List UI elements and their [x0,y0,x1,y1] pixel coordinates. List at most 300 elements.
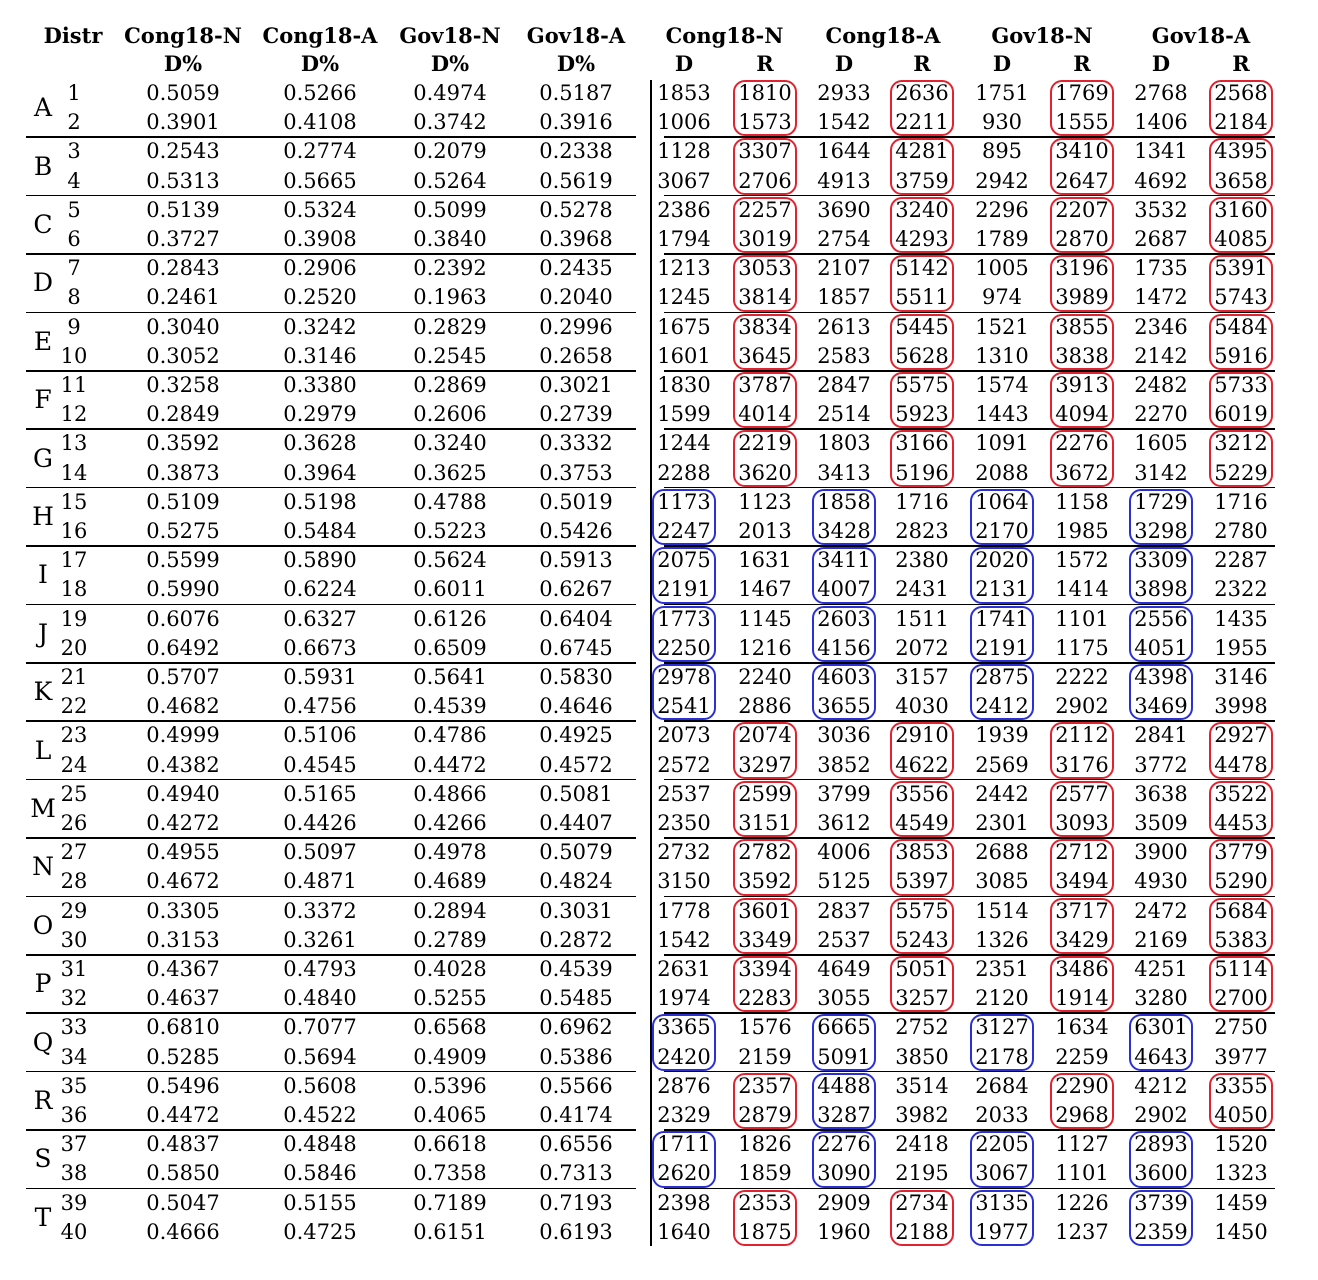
d-votes: 1599 [657,402,711,427]
dpct-value: 0.3040 [146,314,220,339]
district-number: 6 [67,227,81,251]
r-winner-box [733,1073,797,1129]
r-votes: 5397 [895,869,949,894]
r-votes: 3160 [1214,197,1268,222]
d-votes: 3799 [817,781,871,806]
dpct-value: 0.4725 [283,1219,357,1244]
d-votes: 4649 [817,957,871,981]
r-votes: 3645 [738,343,792,368]
d-votes: 4643 [1134,1044,1188,1069]
r-votes: 2184 [1214,110,1268,135]
d-votes: 3142 [1134,460,1188,485]
r-winner-box [1050,839,1114,895]
dpct-value: 0.5830 [539,665,613,689]
r-winner-box [890,372,954,428]
d-winner-box [970,664,1034,720]
r-votes: 3196 [1055,256,1109,281]
dpct-value: 0.2338 [539,139,613,164]
r-winner-box [890,898,954,954]
d-votes: 1005 [975,256,1029,281]
r-votes: 1555 [1055,110,1109,135]
district-number: 15 [60,489,88,514]
d-winner-box [1129,1190,1193,1246]
d-votes: 1640 [657,1219,711,1244]
r-votes: 3297 [738,752,792,777]
district-letter: L [34,735,52,765]
dpct-value: 0.5913 [539,548,613,573]
dpct-value: 0.5665 [283,168,357,193]
d-votes: 3150 [657,869,711,894]
district-number: 23 [60,723,88,748]
r-winner-box [890,1190,954,1246]
dpct-value: 0.5694 [283,1044,357,1069]
r-winner-box [1050,255,1114,311]
d-votes: 1542 [817,110,871,135]
r-winner-box [733,781,797,837]
district-letter: E [33,326,53,356]
d-votes: 2541 [657,694,711,719]
d-votes: 1574 [975,373,1029,397]
dpct-value: 0.5019 [539,489,613,514]
r-votes: 2780 [1214,519,1268,543]
d-winner-box [1129,1131,1193,1187]
d-votes: 2107 [817,256,871,281]
d-votes: 1244 [657,431,711,456]
d-votes: 3298 [1134,519,1188,543]
d-votes: 3090 [817,1161,871,1186]
r-winner-box [1209,197,1273,253]
d-votes: 2514 [817,402,871,427]
d-votes: 3085 [975,869,1029,894]
d-votes: 4212 [1134,1073,1188,1098]
r-votes: 2195 [895,1161,949,1186]
r-winner-box [733,197,797,253]
d-votes: 2837 [817,898,871,923]
r-winner-box [733,956,797,1012]
district-number: 33 [60,1015,88,1040]
dpct-value: 0.6492 [146,635,220,660]
r-winner-box [733,722,797,778]
d-winner-box [970,606,1034,662]
r-votes: 3814 [738,285,792,310]
d-votes: 1245 [657,285,711,310]
r-votes: 2782 [738,840,792,865]
district-number: 13 [60,431,88,456]
r-votes: 2902 [1055,694,1109,719]
district-number: 5 [67,197,81,222]
d-votes: 1472 [1134,285,1188,310]
d-winner-box [652,547,716,603]
vote-group-header: Cong18-A [825,23,941,48]
dpct-value: 0.6151 [413,1219,487,1244]
d-votes: 1711 [657,1132,711,1157]
dpct-value: 0.4367 [146,957,220,981]
dpct-value: 0.2392 [413,256,487,281]
r-winner-box [890,430,954,486]
dpct-value: 0.5850 [146,1161,220,1186]
r-votes: 1216 [738,635,792,660]
dpct-value: 0.5641 [413,665,487,689]
r-votes: 3240 [895,197,949,222]
r-votes: 1123 [738,489,792,514]
dpct-value: 0.5081 [539,781,613,806]
d-votes: 4156 [817,635,871,660]
d-votes: 2270 [1134,402,1188,427]
dpct-header: D% [300,51,340,76]
dpct-value: 0.4108 [283,110,357,135]
r-votes: 3146 [1214,665,1268,689]
distr-header: Distr [43,23,103,48]
district-number: 21 [60,665,88,689]
dpct-value: 0.6126 [413,606,487,631]
r-votes: 3410 [1055,139,1109,164]
r-votes: 2257 [738,197,792,222]
dpct-value: 0.2520 [283,285,357,310]
dpct-value: 0.2979 [283,402,357,427]
r-winner-box [1050,1073,1114,1129]
dpct-value: 0.6193 [539,1219,613,1244]
dpct-value: 0.4925 [539,723,613,748]
district-letter: K [33,677,53,707]
r-winner-box [1209,372,1273,428]
d-votes: 1675 [657,314,711,339]
r-votes: 2418 [895,1132,949,1157]
d-winner-box [970,1190,1034,1246]
dpct-value: 0.4974 [413,81,487,105]
r-votes: 1826 [738,1132,792,1157]
d-votes: 2033 [975,1103,1029,1127]
district-number: 1 [67,81,81,105]
r-votes: 4453 [1214,811,1268,835]
d-votes: 3532 [1134,197,1188,222]
district-number: 9 [67,314,81,339]
d-votes: 2732 [657,840,711,865]
r-votes: 5733 [1214,373,1268,397]
dpct-value: 0.4028 [413,957,487,981]
dpct-value: 0.6962 [539,1015,613,1040]
dpct-value: 0.4848 [283,1132,357,1157]
d-votes: 2088 [975,460,1029,485]
dpct-value: 0.5285 [146,1044,220,1069]
d-votes: 3852 [817,752,871,777]
r-votes: 1435 [1214,606,1268,631]
d-winner-box [970,1131,1034,1187]
r-votes: 2636 [895,81,949,105]
r-votes: 3394 [738,957,792,981]
d-votes: 1542 [657,927,711,952]
dpct-value: 0.4786 [413,723,487,748]
d-winner-box [812,606,876,662]
dpct-value: 0.5396 [413,1073,487,1098]
d-votes: 3280 [1134,986,1188,1011]
dpct-value: 0.4999 [146,723,220,748]
district-number: 27 [60,840,88,865]
dpct-value: 0.2658 [539,343,613,368]
dpct-value: 0.5266 [283,81,357,105]
dpct-value: 0.7358 [413,1161,487,1186]
dpct-value: 0.3908 [283,227,357,251]
district-number: 3 [67,139,81,164]
d-votes: 3655 [817,694,871,719]
dpct-value: 0.4689 [413,869,487,894]
r-votes: 1467 [738,577,792,602]
d-votes: 2346 [1134,314,1188,339]
d-votes: 2688 [975,840,1029,865]
r-votes: 3592 [738,869,792,894]
r-winner-box [733,255,797,311]
d-votes: 3036 [817,723,871,748]
district-number: 22 [60,694,88,719]
d-votes: 1789 [975,227,1029,251]
d-votes: 2482 [1134,373,1188,397]
d-votes: 2073 [657,723,711,748]
r-winner-box [1050,430,1114,486]
dpct-value: 0.2774 [283,139,357,164]
r-votes: 1101 [1055,606,1109,631]
r-votes: 1127 [1055,1132,1109,1157]
district-number: 26 [60,811,88,835]
d-votes: 2205 [975,1132,1029,1157]
dpct-value: 0.6224 [283,577,357,602]
r-votes: 3658 [1214,168,1268,193]
r-votes: 3053 [738,256,792,281]
dpct-value: 0.6673 [283,635,357,660]
district-number: 28 [60,869,88,894]
r-votes: 5916 [1214,343,1268,368]
d-votes: 4007 [817,577,871,602]
r-winner-box [1050,781,1114,837]
r-votes: 4281 [895,139,949,164]
d-votes: 1605 [1134,431,1188,456]
r-votes: 1810 [738,81,792,105]
dpct-value: 0.4407 [539,811,613,835]
r-votes: 2886 [738,694,792,719]
dpct-value: 0.5931 [283,665,357,689]
d-votes: 4006 [817,840,871,865]
dpct-value: 0.3964 [283,460,357,485]
r-winner-box [890,956,954,1012]
d-votes: 2768 [1134,81,1188,105]
d-votes: 2583 [817,343,871,368]
dpct-value: 0.5106 [283,723,357,748]
d-votes: 1751 [975,81,1029,105]
r-votes: 3853 [895,840,949,865]
r-winner-box [1209,80,1273,136]
d-votes: 2169 [1134,927,1188,952]
d-votes: 3612 [817,811,871,835]
r-votes: 5511 [895,285,949,310]
d-votes: 4913 [817,168,871,193]
d-votes: 1514 [975,898,1029,923]
dpct-value: 0.4909 [413,1044,487,1069]
r-winner-box [890,781,954,837]
r-votes: 3620 [738,460,792,485]
dpct-value: 0.4672 [146,869,220,894]
district-number: 8 [67,285,81,310]
d-votes: 3772 [1134,752,1188,777]
r-votes: 3759 [895,168,949,193]
d-votes: 3469 [1134,694,1188,719]
r-votes: 2706 [738,168,792,193]
dpct-value: 0.3628 [283,431,357,456]
r-votes: 2734 [895,1190,949,1215]
r-votes: 5575 [895,373,949,397]
d-votes: 6301 [1134,1015,1188,1040]
r-votes: 4622 [895,752,949,777]
r-votes: 1985 [1055,519,1109,543]
dpct-value: 0.2789 [413,927,487,952]
r-winner-box [890,255,954,311]
d-votes: 3690 [817,197,871,222]
dpct-value: 0.2849 [146,402,220,427]
dpct-value: 0.3901 [146,110,220,135]
dpct-value: 0.5275 [146,519,220,543]
d-votes: 4051 [1134,635,1188,660]
r-votes: 2431 [895,577,949,602]
r-votes: 4030 [895,694,949,719]
district-letter: H [32,502,54,531]
r-votes: 2870 [1055,227,1109,251]
r-header: R [913,51,931,76]
district-letter: G [33,443,53,473]
d-winner-box [970,1014,1034,1070]
district-number: 30 [60,927,88,952]
dpct-value: 0.5846 [283,1161,357,1186]
d-header: D [1151,51,1171,76]
district-number: 24 [60,752,88,777]
r-votes: 3977 [1214,1044,1268,1069]
district-letter: F [34,385,52,415]
d-votes: 5125 [817,869,871,894]
r-votes: 1572 [1055,548,1109,573]
d-votes: 4488 [817,1073,871,1098]
district-letter: T [34,1202,52,1232]
d-votes: 1341 [1134,139,1188,164]
dpct-value: 0.4824 [539,869,613,894]
dpct-value: 0.3372 [283,898,357,923]
r-votes: 5229 [1214,460,1268,485]
dpct-value: 0.2079 [413,139,487,164]
d-votes: 3600 [1134,1161,1188,1186]
district-number: 14 [60,460,88,485]
d-votes: 1773 [657,606,711,631]
r-votes: 2283 [738,986,792,1011]
dpct-value: 0.5155 [283,1190,357,1215]
r-votes: 5243 [895,927,949,952]
d-votes: 1326 [975,927,1029,952]
dpct-value: 0.4871 [283,869,357,894]
d-header: D [834,51,854,76]
dpct-value: 0.3380 [283,373,357,397]
dpct-value: 0.2606 [413,402,487,427]
d-votes: 2847 [817,373,871,397]
dpct-value: 0.3052 [146,343,220,368]
district-number: 10 [60,343,88,368]
d-votes: 4603 [817,665,871,689]
dpct-value: 0.6011 [413,577,487,602]
dpct-value: 0.4272 [146,811,220,835]
d-votes: 2603 [817,606,871,631]
r-winner-box [1209,898,1273,954]
d-votes: 2572 [657,752,711,777]
dpct-value: 0.7189 [413,1190,487,1215]
district-letter: Q [32,1027,54,1057]
district-letter: M [30,794,56,823]
r-votes: 5196 [895,460,949,485]
r-votes: 1716 [1214,489,1268,514]
r-winner-box [890,80,954,136]
r-votes: 2013 [738,519,792,543]
d-votes: 3309 [1134,548,1188,573]
r-votes: 2353 [738,1190,792,1215]
r-votes: 1716 [895,489,949,514]
r-votes: 3522 [1214,781,1268,806]
district-letter: P [34,969,52,999]
r-votes: 2823 [895,519,949,543]
d-votes: 2142 [1134,343,1188,368]
r-votes: 2290 [1055,1073,1109,1098]
r-votes: 3349 [738,927,792,952]
d-votes: 2620 [657,1161,711,1186]
dpct-value: 0.4174 [539,1103,613,1127]
r-votes: 3157 [895,665,949,689]
d-winner-box [1129,489,1193,545]
district-number: 38 [60,1161,88,1186]
col-header: Cong18-N [124,23,242,48]
dpct-value: 0.5223 [413,519,487,543]
r-winner-box [1209,722,1273,778]
r-winner-box [1209,956,1273,1012]
district-letter: A [33,93,53,123]
d-votes: 1778 [657,898,711,923]
r-winner-box [733,314,797,370]
r-winner-box [1209,781,1273,837]
r-votes: 2968 [1055,1103,1109,1127]
dpct-value: 0.2829 [413,314,487,339]
r-votes: 1101 [1055,1161,1109,1186]
d-votes: 1521 [975,314,1029,339]
dpct-value: 0.6745 [539,635,613,660]
r-votes: 5391 [1214,256,1268,281]
d-votes: 3509 [1134,811,1188,835]
d-votes: 2684 [975,1073,1029,1098]
dpct-value: 0.5187 [539,81,613,105]
district-number: 20 [60,635,88,660]
dpct-value: 0.3305 [146,898,220,923]
dpct-value: 0.5485 [539,986,613,1011]
r-votes: 4395 [1214,139,1268,164]
d-header: D [992,51,1012,76]
dpct-value: 0.2040 [539,285,613,310]
district-letter: S [34,1144,52,1174]
district-number: 16 [60,519,88,543]
r-votes: 5628 [895,343,949,368]
r-votes: 2879 [738,1103,792,1127]
dpct-value: 0.5386 [539,1044,613,1069]
dpct-value: 0.4545 [283,752,357,777]
d-votes: 2296 [975,197,1029,222]
dpct-value: 0.2543 [146,139,220,164]
dpct-value: 0.5097 [283,840,357,865]
dpct-value: 0.1963 [413,285,487,310]
r-votes: 4094 [1055,402,1109,427]
r-votes: 2074 [738,723,792,748]
d-votes: 2909 [817,1190,871,1215]
r-votes: 1576 [738,1015,792,1040]
r-votes: 3257 [895,986,949,1011]
d-votes: 2631 [657,957,711,981]
d-votes: 1064 [975,489,1029,514]
